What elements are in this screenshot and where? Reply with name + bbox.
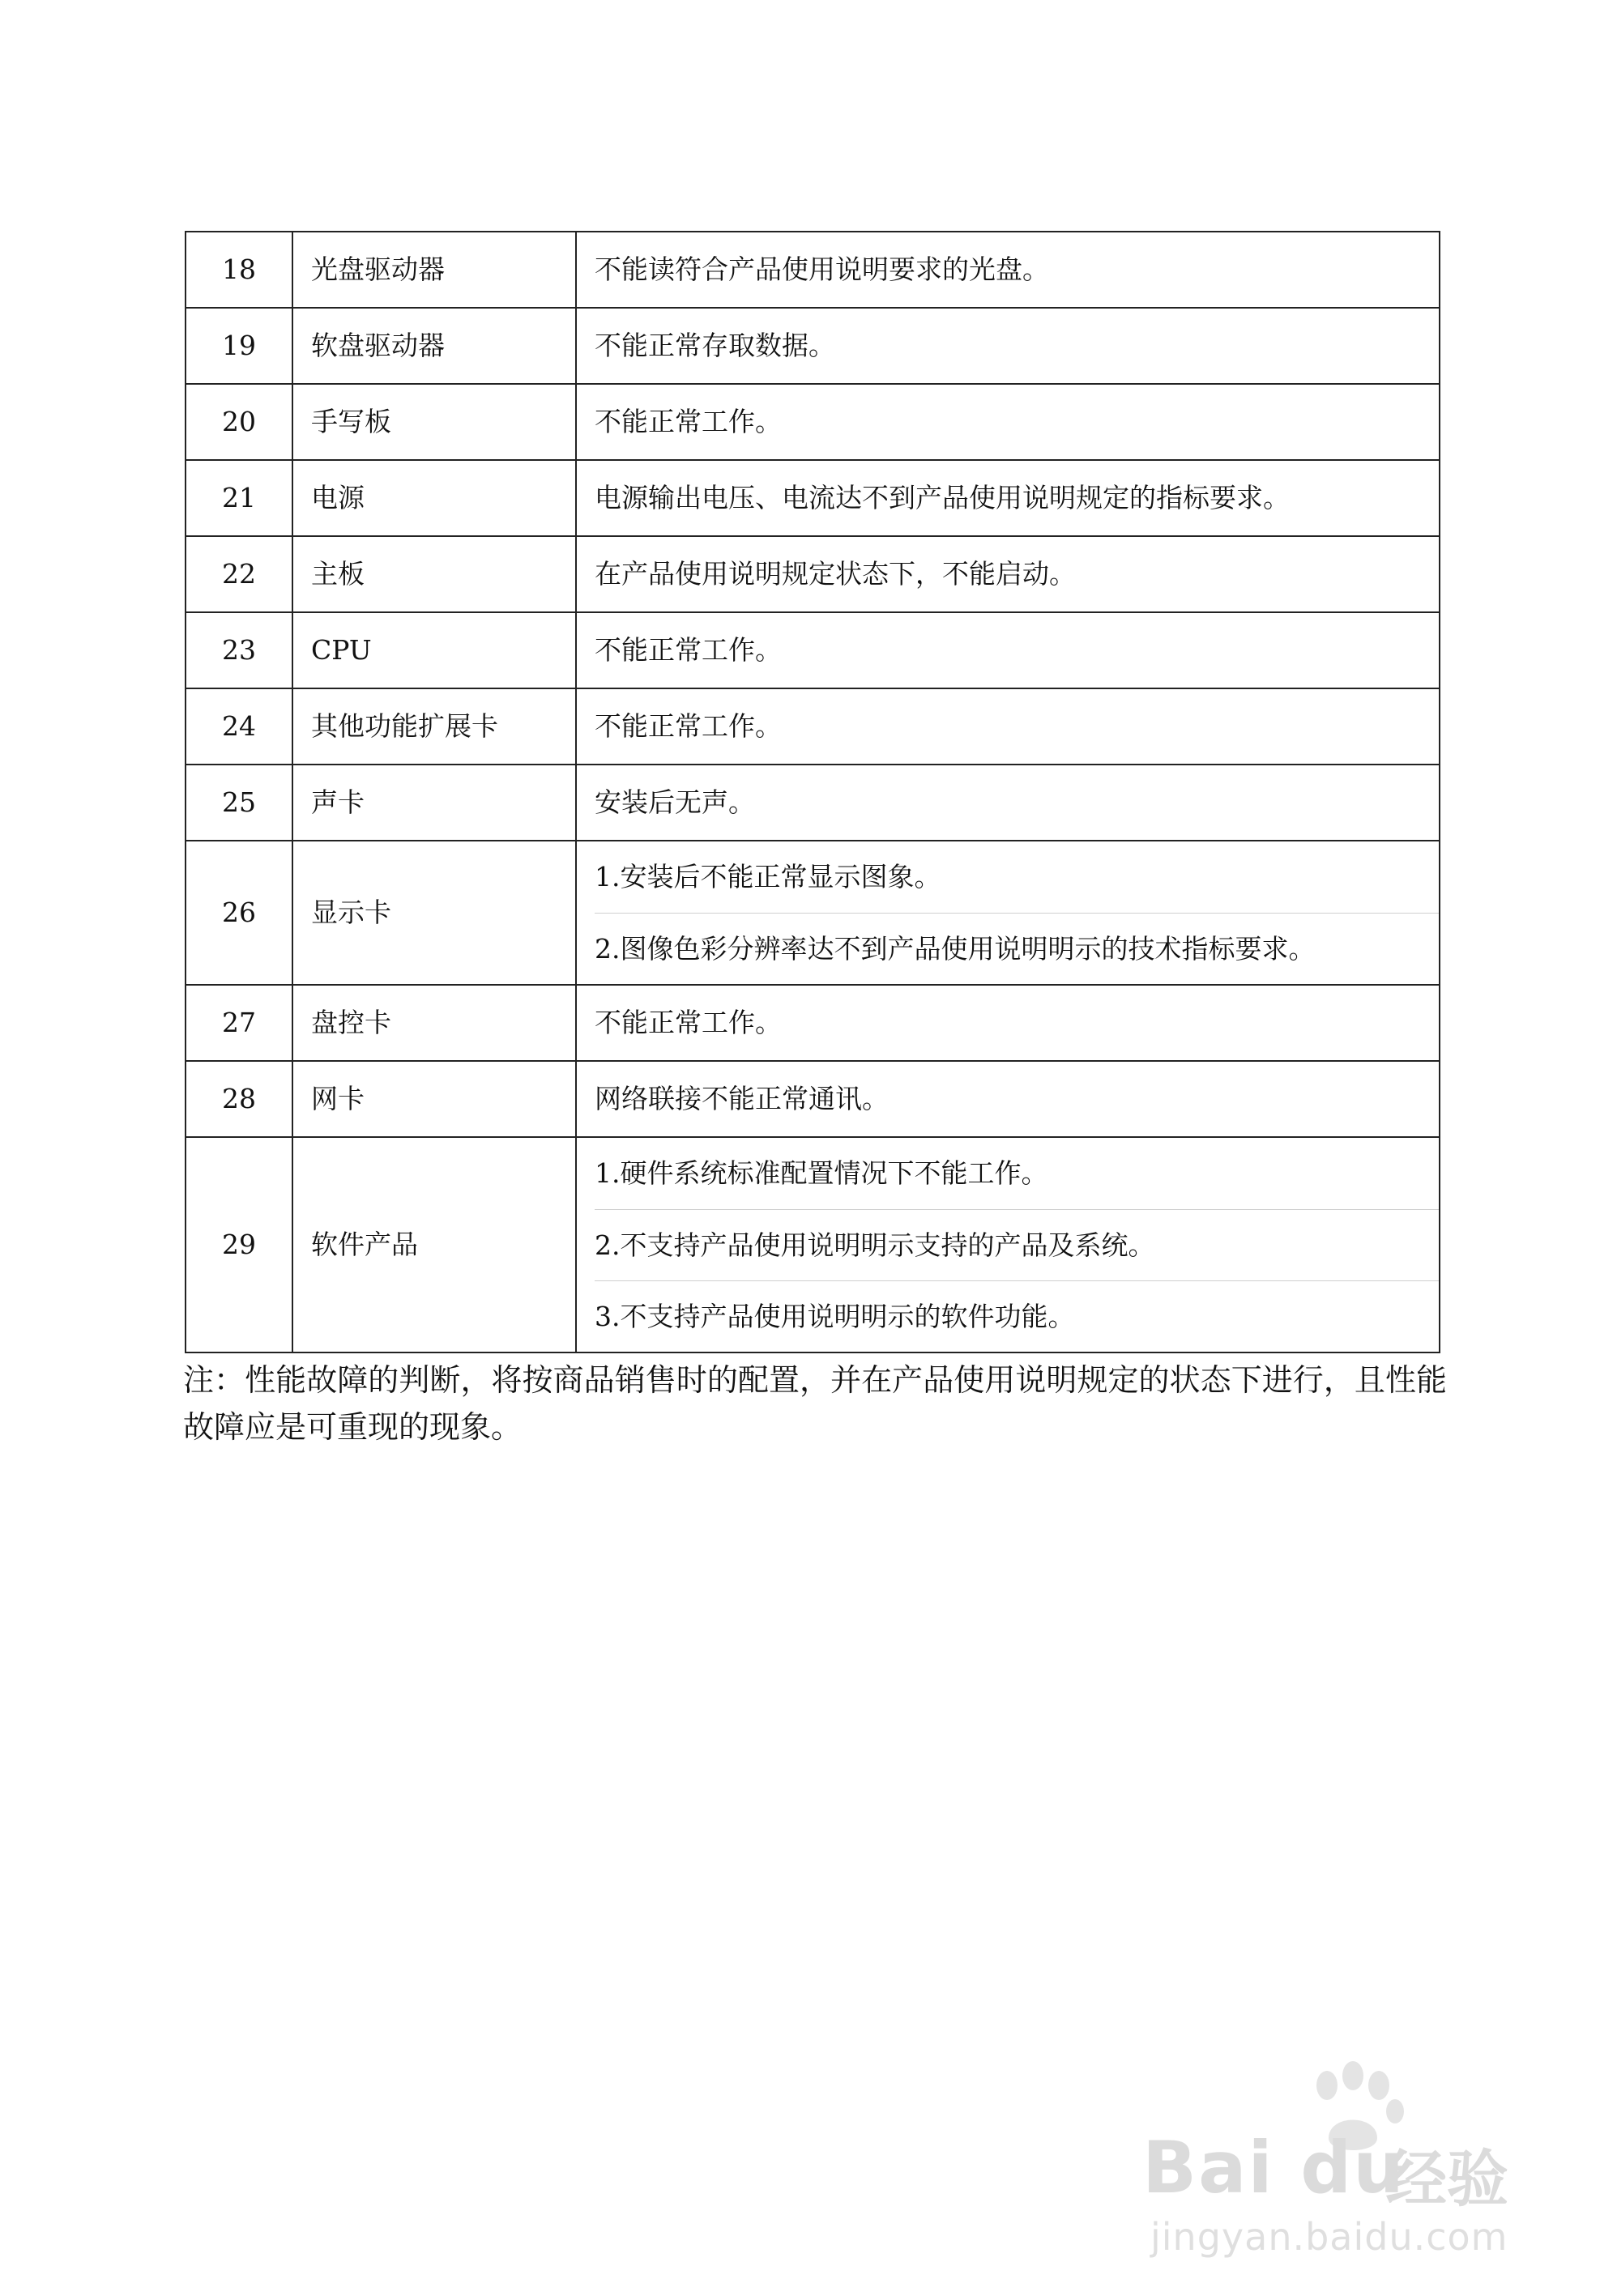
baidu-jingyan-watermark <box>1142 2061 1531 2264</box>
table-row <box>186 1137 1440 1352</box>
fault-description-line: 2.图像色彩分辨率达不到产品使用说明明示的技术指标要求。 <box>595 913 1439 984</box>
component-name: 盘控卡 <box>292 985 576 1061</box>
table-row <box>186 232 1440 308</box>
table-row <box>186 1061 1440 1137</box>
fault-description-line: 1.硬件系统标准配置情况下不能工作。 <box>595 1157 1048 1190</box>
row-number: 24 <box>186 688 292 765</box>
component-name: 软件产品 <box>292 1137 576 1352</box>
fault-description-line: 3.不支持产品使用说明明示的软件功能。 <box>595 1280 1439 1352</box>
fault-description-line: 电源输出电压、电流达不到产品使用说明规定的指标要求。 <box>595 482 1290 514</box>
table-row <box>186 460 1440 536</box>
fault-description <box>576 308 1440 384</box>
fault-description-line: 安装后无声。 <box>595 786 755 819</box>
row-number: 27 <box>186 985 292 1061</box>
fault-description-line: 2.不支持产品使用说明明示支持的产品及系统。 <box>595 1209 1439 1280</box>
component-name: 电源 <box>292 460 576 536</box>
row-number: 23 <box>186 612 292 688</box>
watermark-url: jingyan.baidu.com <box>1150 2215 1508 2259</box>
row-number: 28 <box>186 1061 292 1137</box>
component-name: 软盘驱动器 <box>292 308 576 384</box>
row-number: 18 <box>186 232 292 308</box>
component-name: 声卡 <box>292 765 576 841</box>
fault-table-body <box>186 232 1440 1352</box>
fault-description <box>576 612 1440 688</box>
table-row <box>186 384 1440 460</box>
note-text: 注：性能故障的判断，将按商品销售时的配置，并在产品使用说明规定的状态下进行，且性能故障应是可重现的现象。 <box>183 1362 1447 1445</box>
row-number: 19 <box>186 308 292 384</box>
table-row <box>186 612 1440 688</box>
fault-description-line: 不能正常工作。 <box>595 634 782 667</box>
watermark-brand: Bai du <box>1142 2126 1406 2209</box>
fault-description <box>576 384 1440 460</box>
fault-description-line: 不能读符合产品使用说明要求的光盘。 <box>595 253 1049 286</box>
row-number: 25 <box>186 765 292 841</box>
component-name: 显示卡 <box>292 841 576 985</box>
fault-description-line: 不能正常工作。 <box>595 710 782 743</box>
component-name: 光盘驱动器 <box>292 232 576 308</box>
fault-description-line: 1.安装后不能正常显示图象。 <box>595 861 941 893</box>
table-row <box>186 985 1440 1061</box>
component-name: 主板 <box>292 536 576 612</box>
fault-description <box>576 536 1440 612</box>
fault-description-line: 不能正常存取数据。 <box>595 330 835 362</box>
row-number: 21 <box>186 460 292 536</box>
table-row <box>186 765 1440 841</box>
fault-description <box>576 1137 1440 1352</box>
watermark-product: 经验 <box>1385 2143 1508 2215</box>
fault-description-line: 网络联接不能正常通讯。 <box>595 1083 889 1115</box>
fault-description-line: 不能正常工作。 <box>595 1007 782 1039</box>
component-name: 手写板 <box>292 384 576 460</box>
fault-description <box>576 1061 1440 1137</box>
fault-table <box>185 231 1440 1353</box>
fault-description <box>576 460 1440 536</box>
component-name: 网卡 <box>292 1061 576 1137</box>
component-name: CPU <box>292 612 576 688</box>
table-row <box>186 308 1440 384</box>
fault-description-line: 在产品使用说明规定状态下，不能启动。 <box>595 558 1076 590</box>
row-number: 26 <box>186 841 292 985</box>
fault-description <box>576 232 1440 308</box>
row-number: 22 <box>186 536 292 612</box>
table-row <box>186 841 1440 985</box>
fault-description <box>576 688 1440 765</box>
fault-description <box>576 985 1440 1061</box>
table-row <box>186 536 1440 612</box>
fault-description-line: 不能正常工作。 <box>595 406 782 438</box>
table-row <box>186 688 1440 765</box>
fault-description <box>576 841 1440 985</box>
fault-description <box>576 765 1440 841</box>
row-number: 29 <box>186 1137 292 1352</box>
row-number: 20 <box>186 384 292 460</box>
component-name: 其他功能扩展卡 <box>292 688 576 765</box>
